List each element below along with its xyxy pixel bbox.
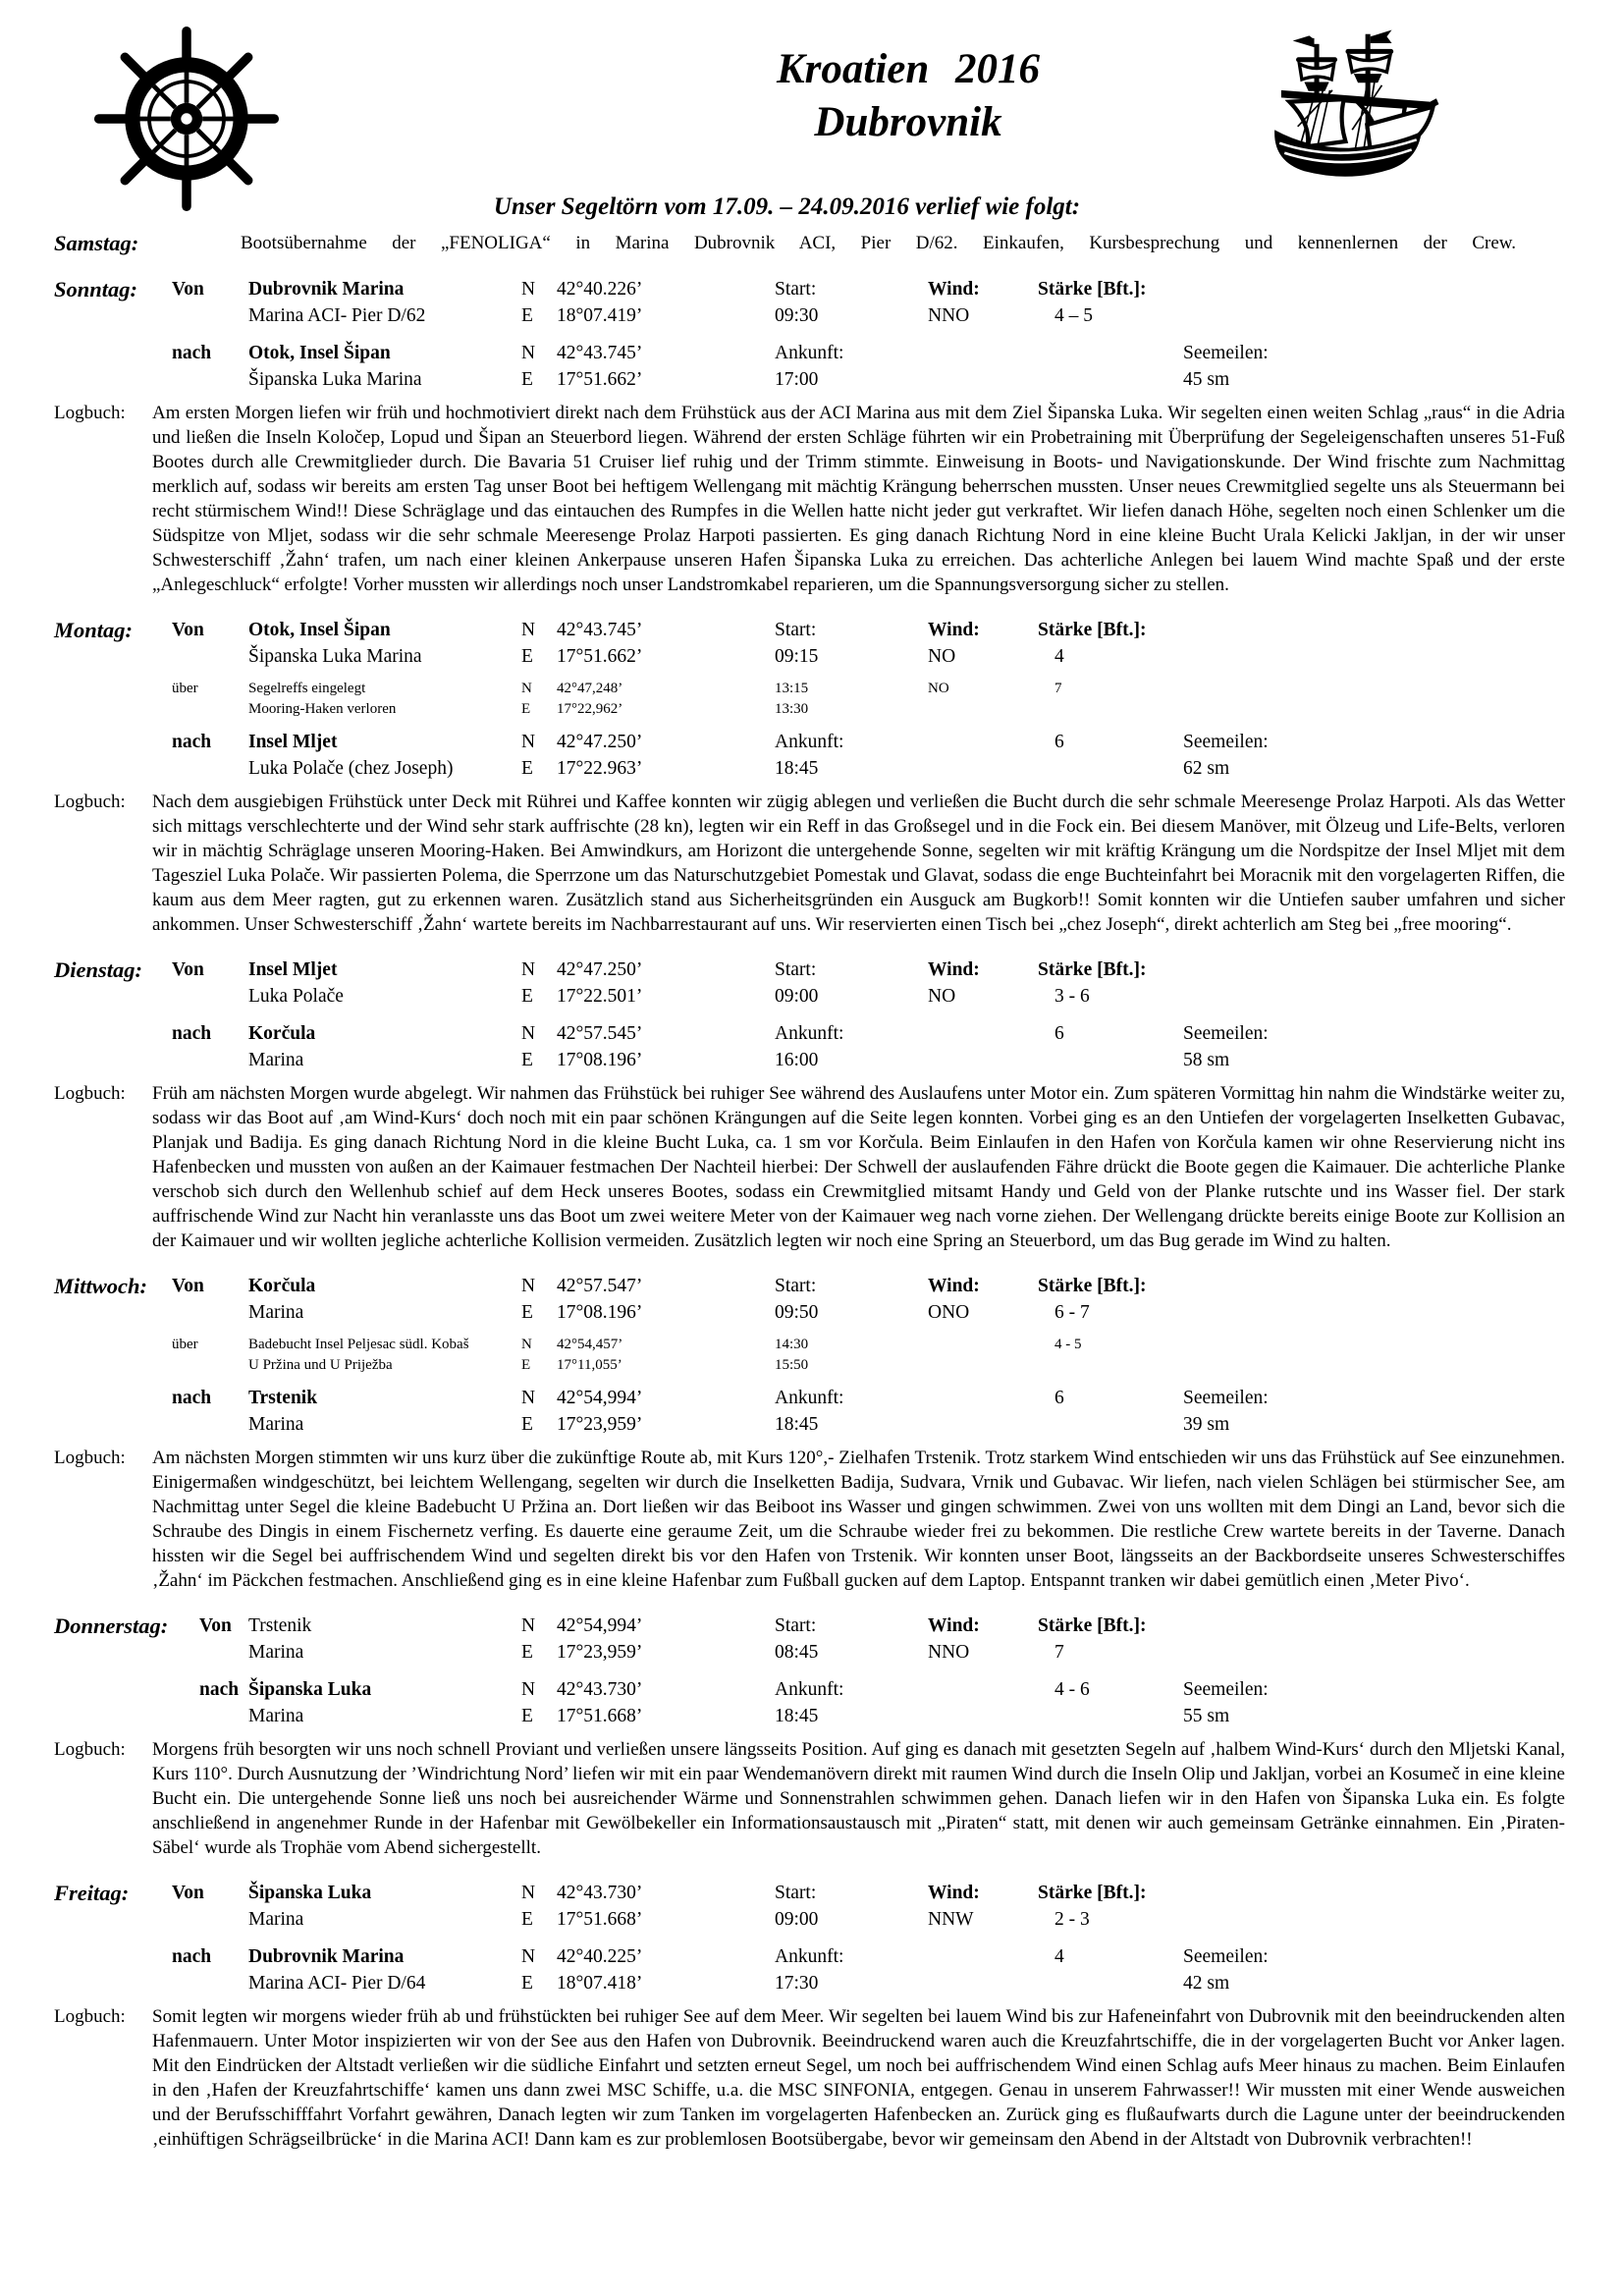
logbuch-label: Logbuch: bbox=[54, 403, 126, 423]
to-place: Trstenik bbox=[248, 1388, 318, 1408]
from-marina: Luka Polače bbox=[248, 986, 344, 1007]
wind-force: 3 - 6 bbox=[1054, 986, 1090, 1007]
to-longitude: 17°51.668’ bbox=[557, 1706, 643, 1726]
lon-prefix: E bbox=[521, 1909, 533, 1930]
route-to-row2 bbox=[54, 1047, 1565, 1073]
von-label: Von bbox=[172, 1883, 204, 1903]
lon-prefix: E bbox=[521, 1357, 531, 1373]
logbuch-label: Logbuch: bbox=[54, 792, 126, 812]
route-to-row2 bbox=[54, 1970, 1565, 1996]
distance-value: 58 sm bbox=[1183, 1050, 1230, 1070]
start-time: 08:45 bbox=[775, 1642, 819, 1663]
from-longitude: 17°08.196’ bbox=[557, 1302, 643, 1323]
route-from-row bbox=[54, 957, 1565, 983]
wind-label: Wind: bbox=[928, 959, 980, 980]
via-time: 13:30 bbox=[775, 701, 809, 717]
wind-label: Wind: bbox=[928, 1276, 980, 1296]
day-label: Samstag: bbox=[54, 231, 139, 255]
wind-direction bbox=[928, 1335, 1038, 1355]
to-longitude: 17°22.963’ bbox=[557, 758, 643, 779]
route-to-block bbox=[54, 1943, 1565, 1996]
from-marina: Marina bbox=[248, 1642, 304, 1663]
wind-force: 4 – 5 bbox=[1054, 305, 1093, 326]
lat-prefix: N bbox=[521, 681, 532, 696]
to-marina: Marina ACI- Pier D/64 bbox=[248, 1973, 426, 1994]
lat-prefix: N bbox=[521, 1679, 536, 1700]
seemeilen-label: Seemeilen: bbox=[1183, 1679, 1269, 1700]
ankunft-time: 18:45 bbox=[775, 1414, 819, 1435]
von-label: Von bbox=[172, 620, 204, 640]
day-section-freitag bbox=[54, 1880, 1565, 2152]
start-label: Start: bbox=[775, 1883, 817, 1903]
from-longitude: 17°23,959’ bbox=[557, 1642, 643, 1663]
day-intro-text: Bootsübernahme der „FENOLIGA“ in Marina Dubrovnik ACI, Pier D/62. Einkaufen, Kursbesprechung und kennenlernen der Crew. bbox=[241, 233, 1516, 253]
distance-value: 42 sm bbox=[1183, 1973, 1230, 1994]
lat-prefix: N bbox=[521, 1883, 536, 1903]
to-latitude: 42°47.250’ bbox=[557, 732, 643, 752]
distance-value: 39 sm bbox=[1183, 1414, 1230, 1435]
day-section-donnerstag bbox=[54, 1613, 1565, 1860]
start-time: 09:15 bbox=[775, 646, 819, 667]
wind-force: 2 - 3 bbox=[1054, 1909, 1090, 1930]
to-marina: Luka Polače (chez Joseph) bbox=[248, 758, 454, 779]
lat-prefix: N bbox=[521, 1615, 536, 1636]
logbuch-label: Logbuch: bbox=[54, 1739, 126, 1760]
to-latitude: 42°43.730’ bbox=[557, 1679, 643, 1700]
wind-force: 6 bbox=[1054, 732, 1064, 752]
ankunft-time: 17:30 bbox=[775, 1973, 819, 1994]
wind-force: 6 - 7 bbox=[1054, 1302, 1090, 1323]
wind-force: 6 bbox=[1054, 1388, 1064, 1408]
lon-prefix: E bbox=[521, 1414, 533, 1435]
staerke-label: Stärke [Bft.]: bbox=[1038, 279, 1147, 300]
from-latitude: 42°40.226’ bbox=[557, 279, 643, 300]
route-from-row2 bbox=[54, 983, 1565, 1010]
via-latitude: 42°47,248’ bbox=[557, 681, 623, 696]
ankunft-time: 18:45 bbox=[775, 1706, 819, 1726]
to-longitude: 17°08.196’ bbox=[557, 1050, 643, 1070]
to-place: Insel Mljet bbox=[248, 732, 338, 752]
to-latitude: 42°40.225’ bbox=[557, 1946, 643, 1967]
start-label: Start: bbox=[775, 620, 817, 640]
logbuch-entry bbox=[54, 1446, 1565, 1593]
to-marina: Šipanska Luka Marina bbox=[248, 369, 422, 390]
lon-prefix: E bbox=[521, 701, 531, 717]
route-to-row bbox=[54, 729, 1565, 755]
route-from-row2 bbox=[54, 1639, 1565, 1666]
from-marina: Marina ACI- Pier D/62 bbox=[248, 305, 426, 326]
wind-force: 4 - 6 bbox=[1054, 1679, 1090, 1700]
logbuch-entry bbox=[54, 1081, 1565, 1253]
distance-value: 55 sm bbox=[1183, 1706, 1230, 1726]
from-longitude: 17°51.668’ bbox=[557, 1909, 643, 1930]
to-longitude: 18°07.418’ bbox=[557, 1973, 643, 1994]
wind-direction: NO bbox=[928, 646, 956, 667]
route-from-row bbox=[54, 1613, 1565, 1639]
start-time: 09:00 bbox=[775, 1909, 819, 1930]
from-marina: Šipanska Luka Marina bbox=[248, 646, 422, 667]
from-latitude: 42°54,994’ bbox=[557, 1615, 643, 1636]
route-via-row bbox=[54, 679, 1565, 699]
logbuch-text: Am nächsten Morgen stimmten wir uns kurz über die zukünftige Route ab, mit Kurs 120°,- Zielhafen Trstenik. Trotz starkem Wind entschieden wir uns das Frühstück auf See einzunehmen. Einigermaßen windgeschützt, bei leichtem Wellengang, segelten wir durch die Inselketten Badija, Sudvara, Vrnik und Gubavac. Wir liefen, nach vielen Schlägen bei stürmischer See, am Nachmittag unter Segel die kleine Badebucht U Pržina an. Dort ließen wir das Beiboot ins Wasser und gingen schwimmen. Zwei von uns wollten mit dem Dingi an Land, bevor sich die Schraube des Dingis in einem Fischernetz verfing. Es dauerte eine geraume Zeit, um die Schraube wieder frei zu bekommen. Die restliche Crew wartete bereits in der Taverne. Danach hissten wir die Segel bei auffrischendem Wind und segelten direkt bis vor den Hafen von Trstenik. Wir konnten unser Boot, längsseits an der Backbordseite unseres Schwesterschiffes ‚Žahn‘ im Päckchen festmachen. Anschließend ging es in eine kleine Hafenbar zum Fußball gucken auf dem Laptop. Entspannt tranken wir dabei gemütlich einen ‚Meter Pivo‘. bbox=[152, 1448, 1565, 1591]
lat-prefix: N bbox=[521, 959, 536, 980]
route-from-row bbox=[54, 1273, 1565, 1299]
von-label: Von bbox=[172, 959, 204, 980]
logbuch-label: Logbuch: bbox=[54, 1448, 126, 1468]
wind-direction: NNO bbox=[928, 1642, 970, 1663]
from-latitude: 42°47.250’ bbox=[557, 959, 643, 980]
lon-prefix: E bbox=[521, 646, 533, 667]
day-label: Dienstag: bbox=[54, 957, 142, 982]
wind-force: 4 bbox=[1054, 646, 1064, 667]
logbuch-text: Morgens früh besorgten wir uns noch schnell Proviant und verließen unsere längsseits Position. Auf ging es danach mit gesetzten Segeln auf ‚halbem Wind-Kurs‘ durch den Mljetski Kanal, Kurs 110°. Durch Ausnutzung der ’Windrichtung Nord’ liefen wir mit ein paar Wendemanövern direkt mit raumen Wind durch die Inseln Olip und Jakljan, vorbei an Kosumeč in eine kleine Bucht ein. Die untergehende Sonne ließ uns noch bei ausreichender Wärme und Sonnenstrahlen schwimmen gehen. Danach liefen wir in den Hafen von Šipanska Luka ein. Es folgte anschließend in angenehmer Runde in der Hafenbar mit Gewölbekeller ein Informationsaustausch mit „Piraten“ statt, mit denen wir auch gemeinsam Getränke einnahmen. Ein ‚Piraten-Säbel‘ wurde als Trophäe vom Abend sichergestellt. bbox=[152, 1739, 1565, 1858]
route-from-row2 bbox=[54, 302, 1565, 329]
day-label: Mittwoch: bbox=[54, 1274, 148, 1298]
lat-prefix: N bbox=[521, 1023, 536, 1044]
seemeilen-label: Seemeilen: bbox=[1183, 343, 1269, 363]
lon-prefix: E bbox=[521, 1642, 533, 1663]
from-marina: Marina bbox=[248, 1909, 304, 1930]
day-label: Montag: bbox=[54, 618, 134, 642]
wind-label: Wind: bbox=[928, 620, 980, 640]
nach-label: nach bbox=[199, 1679, 240, 1700]
from-place: Šipanska Luka bbox=[248, 1883, 372, 1903]
nach-label: nach bbox=[172, 1946, 212, 1967]
lon-prefix: E bbox=[521, 758, 533, 779]
route-to-block bbox=[54, 1676, 1565, 1729]
lat-prefix: N bbox=[521, 620, 536, 640]
staerke-label: Stärke [Bft.]: bbox=[1038, 1615, 1147, 1636]
distance-value: 45 sm bbox=[1183, 369, 1230, 390]
lat-prefix: N bbox=[521, 1388, 536, 1408]
route-via-row2 bbox=[54, 1355, 1565, 1376]
logbuch-entry bbox=[54, 2004, 1565, 2152]
staerke-label: Stärke [Bft.]: bbox=[1038, 1276, 1147, 1296]
ankunft-label: Ankunft: bbox=[775, 343, 844, 363]
to-marina: Marina bbox=[248, 1706, 304, 1726]
ueber-label: über bbox=[172, 681, 198, 696]
from-longitude: 17°22.501’ bbox=[557, 986, 643, 1007]
lon-prefix: E bbox=[521, 986, 533, 1007]
logbuch-entry bbox=[54, 1737, 1565, 1860]
lat-prefix: N bbox=[521, 1946, 536, 1967]
staerke-label: Stärke [Bft.]: bbox=[1038, 1883, 1147, 1903]
day-label: Freitag: bbox=[54, 1881, 130, 1905]
route-via-row2 bbox=[54, 699, 1565, 720]
staerke-label: Stärke [Bft.]: bbox=[1038, 959, 1147, 980]
route-to-row2 bbox=[54, 755, 1565, 782]
logbuch-text: Somit legten wir morgens wieder früh ab und frühstückten bei ruhiger See auf dem Meer. Wir segelten bei lauem Wind bis zur Hafeneinfahrt von Dubrovnik mit den beeindruckenden alten Hafenmauern. Unter Motor inspizierten wir von der See aus den Hafen von Dubrovnik. Beeindruckend waren auch die Kreuzfahrtschiffe, die in der vorgelagerten Bucht vor Anker lagen. Mit den Eindrücken der Altstadt verließen wir die südliche Einfahrt und setzten erneut Segel, um noch bei auffrischendem Wind einen Schlag aufs Meer hinaus zu machen. Beim Einlaufen in den ‚Hafen der Kreuzfahrtschiffe‘ kamen uns dann zwei MSC Schiffe, u.a. die MSC SINFONIA, entgegen. Genau in unserem Fahrwasser!! Wir mussten mit einer Wende ausweichen und der Berufsschifffahrt Vorfahrt gewähren, Danach legten wir zum Tanken im vorgelagerten Hafenbecken an. Zurück ging es flußaufwarts durch die Lagune unter der beeindruckenden ‚einhüftigen Schrägseilbrücke‘ in die Marina ACI! Dann kam es zur problemlosen Bootsübergabe, bevor wir gemeinsam den Abend in der Altstadt von Dubrovnik verbrachten!! bbox=[152, 2006, 1565, 2150]
to-latitude: 42°57.545’ bbox=[557, 1023, 643, 1044]
route-to-row bbox=[54, 1020, 1565, 1047]
nach-label: nach bbox=[172, 343, 212, 363]
route-to-row bbox=[54, 340, 1565, 366]
from-latitude: 42°43.745’ bbox=[557, 620, 643, 640]
to-place: Šipanska Luka bbox=[248, 1679, 372, 1700]
to-latitude: 42°43.745’ bbox=[557, 343, 643, 363]
route-to-block bbox=[54, 1020, 1565, 1073]
lon-prefix: E bbox=[521, 1973, 533, 1994]
via-time: 15:50 bbox=[775, 1357, 809, 1373]
ankunft-label: Ankunft: bbox=[775, 1946, 844, 1967]
day-section-montag bbox=[54, 617, 1565, 937]
route-to-row2 bbox=[54, 366, 1565, 393]
lat-prefix: N bbox=[521, 1276, 536, 1296]
start-label: Start: bbox=[775, 1276, 817, 1296]
route-from-row2 bbox=[54, 1906, 1565, 1933]
to-marina: Marina bbox=[248, 1050, 304, 1070]
day-label: Sonntag: bbox=[54, 277, 138, 301]
route-from-row bbox=[54, 617, 1565, 643]
wind-force: 7 bbox=[1054, 681, 1062, 696]
to-place: Otok, Insel Šipan bbox=[248, 343, 391, 363]
ankunft-time: 16:00 bbox=[775, 1050, 819, 1070]
ship-wheel-icon bbox=[93, 26, 280, 217]
ankunft-label: Ankunft: bbox=[775, 1679, 844, 1700]
logbuch-label: Logbuch: bbox=[54, 1083, 126, 1104]
lon-prefix: E bbox=[521, 1302, 533, 1323]
route-from-row2 bbox=[54, 643, 1565, 670]
logbuch-label: Logbuch: bbox=[54, 2006, 126, 2027]
from-longitude: 17°51.662’ bbox=[557, 646, 643, 667]
wind-direction: ONO bbox=[928, 1302, 970, 1323]
from-latitude: 42°43.730’ bbox=[557, 1883, 643, 1903]
wind-force: 4 bbox=[1054, 1946, 1064, 1967]
ankunft-time: 18:45 bbox=[775, 758, 819, 779]
lon-prefix: E bbox=[521, 1050, 533, 1070]
wind-direction: NO bbox=[928, 681, 949, 696]
from-latitude: 42°57.547’ bbox=[557, 1276, 643, 1296]
route-to-row2 bbox=[54, 1411, 1565, 1438]
from-place: Otok, Insel Šipan bbox=[248, 620, 391, 640]
route-to-row2 bbox=[54, 1703, 1565, 1729]
via-note: Mooring-Haken verloren bbox=[248, 701, 397, 717]
via-latitude: 42°54,457’ bbox=[557, 1337, 623, 1352]
sailing-ship-icon bbox=[1260, 27, 1441, 188]
seemeilen-label: Seemeilen: bbox=[1183, 1388, 1269, 1408]
to-place: Dubrovnik Marina bbox=[248, 1946, 405, 1967]
from-marina: Marina bbox=[248, 1302, 304, 1323]
distance-value: 62 sm bbox=[1183, 758, 1230, 779]
logbuch-entry bbox=[54, 401, 1565, 597]
start-label: Start: bbox=[775, 959, 817, 980]
von-label: Von bbox=[172, 279, 204, 300]
nach-label: nach bbox=[172, 732, 212, 752]
von-label: Von bbox=[199, 1615, 232, 1636]
route-from-row bbox=[54, 276, 1565, 302]
via-longitude: 17°11,055’ bbox=[557, 1357, 622, 1373]
via-longitude: 17°22,962’ bbox=[557, 701, 623, 717]
start-time: 09:30 bbox=[775, 305, 819, 326]
from-place: Korčula bbox=[248, 1276, 316, 1296]
day-section-dienstag bbox=[54, 957, 1565, 1253]
start-label: Start: bbox=[775, 279, 817, 300]
ankunft-label: Ankunft: bbox=[775, 1388, 844, 1408]
page-title: Kroatien 2016 bbox=[776, 46, 1041, 92]
ankunft-label: Ankunft: bbox=[775, 1023, 844, 1044]
nach-label: nach bbox=[172, 1023, 212, 1044]
start-label: Start: bbox=[775, 1615, 817, 1636]
wind-force: 4 - 5 bbox=[1054, 1337, 1082, 1352]
seemeilen-label: Seemeilen: bbox=[1183, 1023, 1269, 1044]
day-section-mittwoch bbox=[54, 1273, 1565, 1593]
from-place: Trstenik bbox=[248, 1615, 312, 1636]
to-marina: Marina bbox=[248, 1414, 304, 1435]
day-label: Donnerstag: bbox=[54, 1613, 169, 1638]
logbuch-text: Früh am nächsten Morgen wurde abgelegt. Wir nahmen das Frühstück bei ruhiger See während des Auslaufens unter Motor ein. Zum späteren Vormittag hin nahm die Windstärke weiter zu, sodass wir das Boot auf ‚am Wind-Kurs‘ doch noch mit ein paar schönen Krängungen auf die Seite legen konnten. Vorbei ging es an den Untiefen der vorgelagerten Inselketten Gubavac, Planjak und Badija. Es ging danach Richtung Nord in die kleine Bucht Luka, ca. 1 sm vor Korčula. Beim Einlaufen in den Hafen von Korčula kamen wir ohne Reservierung nicht ins Hafenbecken und mussten von außen an der Kaimauer festmachen Der Nachteil hierbei: Der Schwell der auslaufenden Fähre drückt die Boote gegen die Kaimauer. Die achterliche Planke verschob sich durch den Wellenhub schief auf dem Heck unseres Bootes, sodass ein Crewmitglied mitsamt Handy und Geld von der Planke rutschte und ins Wasser fiel. Der stark auffrischende Wind zur Nacht hin veranlasste uns das Boot um zwei weitere Meter von der Kaimauer weg nach vorne ziehen. Der Wellengang drückte bereits einige Boote zur Kollision an der Kaimauer und wir wollten jegliche achterliche Kollision vermeiden. Zusätzlich legten wir noch eine Spring an Steuerbord, um das Bug gerade im Wind zu halten. bbox=[152, 1083, 1565, 1251]
lat-prefix: N bbox=[521, 279, 536, 300]
lon-prefix: E bbox=[521, 305, 533, 326]
von-label: Von bbox=[172, 1276, 204, 1296]
wind-force: 7 bbox=[1054, 1642, 1064, 1663]
route-from-row bbox=[54, 1880, 1565, 1906]
lat-prefix: N bbox=[521, 1337, 532, 1352]
route-to-row bbox=[54, 1676, 1565, 1703]
route-to-row bbox=[54, 1385, 1565, 1411]
route-to-row bbox=[54, 1943, 1565, 1970]
route-via-block bbox=[54, 1335, 1565, 1376]
from-place: Dubrovnik Marina bbox=[248, 279, 405, 300]
wind-force: 6 bbox=[1054, 1023, 1064, 1044]
via-note: Segelreffs eingelegt bbox=[248, 681, 366, 696]
logbuch-entry bbox=[54, 790, 1565, 937]
seemeilen-label: Seemeilen: bbox=[1183, 732, 1269, 752]
ankunft-label: Ankunft: bbox=[775, 732, 844, 752]
wind-label: Wind: bbox=[928, 279, 980, 300]
day-section-sonntag bbox=[54, 276, 1565, 597]
via-time: 14:30 bbox=[775, 1337, 809, 1352]
lat-prefix: N bbox=[521, 732, 536, 752]
logbuch-text: Nach dem ausgiebigen Frühstück unter Deck mit Rührei und Kaffee konnten wir zügig ablegen und verließen die Bucht durch die sehr schmale Meeresenge Prolaz Harpoti. Als das Wetter sich mittags verschlechterte und der Wind sehr stark auffrischte (28 kn), legten wir ein Reff in das Großsegel und in die Fock ein. Bei diesem Manöver, mit Ölzeug und Life-Belts, verloren wir in mächtig Schräglage unseren Mooring-Haken. Bei Amwindkurs, am Horizont die untergehende Sonne, segelten wir mit kräftig Krängung um die Nordspitze der Insel Mljet mit dem Tagesziel Luka Polače. Wir passierten Polema, die Sperrzone um das Naturschutzgebiet Pomestak und Glavat, sodass die enge Buchteinfahrt bei Moracnik mit den vorgelagerten Riffen, die kaum aus dem Meer ragten, gut zu erkennen waren. Zusätzlich stand aus Sicherheitsgründen ein Ausguck am Bugkorb!! Somit konnten wir die Untiefen sauber umfahren und sicher ankommen. Unser Schwesterschiff ‚Žahn‘ wartete bereits im Nachbarrestaurant auf uns. Wir reservierten einen Tisch bei „chez Joseph“, direkt achterlich am Steg bei „free mooring“. bbox=[152, 792, 1565, 935]
from-place: Insel Mljet bbox=[248, 959, 338, 980]
seemeilen-label: Seemeilen: bbox=[1183, 1946, 1269, 1967]
wind-label: Wind: bbox=[928, 1883, 980, 1903]
ankunft-time: 17:00 bbox=[775, 369, 819, 390]
lon-prefix: E bbox=[521, 369, 533, 390]
page-title-city: Dubrovnik bbox=[814, 99, 1002, 145]
wind-force bbox=[1038, 340, 1183, 366]
day-section-samstag bbox=[54, 231, 1565, 256]
staerke-label: Stärke [Bft.]: bbox=[1038, 620, 1147, 640]
to-place: Korčula bbox=[248, 1023, 316, 1044]
route-via-row bbox=[54, 1335, 1565, 1355]
to-latitude: 42°54,994’ bbox=[557, 1388, 643, 1408]
route-to-block bbox=[54, 340, 1565, 393]
via-time: 13:15 bbox=[775, 681, 809, 696]
trip-subtitle: Unser Segeltörn vom 17.09. – 24.09.2016 verlief wie folgt: bbox=[493, 193, 1081, 220]
logbuch-text: Am ersten Morgen liefen wir früh und hochmotiviert direkt nach dem Frühstück aus der ACI Marina aus mit dem Ziel Šipanska Luka. Wir segelten einen weiten Schlag „raus“ in die Adria und ließen die Inseln Koločep, Lopud und Šipan an Steuerbord liegen. Während der ersten Schläge führten wir ein Probetraining mit Überprüfung der Segeleigenschaften unseres 51-Fuß Bootes durch alle Crewmitglieder durch. Die Bavaria 51 Cruiser lief ruhig und der Trimm stimmte. Einweisung in Boots- und Navigationskunde. Der Wind frischte zum Nachmittag merklich auf, sodass wir bereits am ersten Tag unser Boot bei heftigem Wellengang mit mächtig Krängung beherrschen mussten. Unser neues Crewmitglied segelte uns als Steuermann bei recht stürmischem Wind!! Diese Schräglage und das eintauchen des Rumpfes in die Wellen hatte nicht jeder gut verkraftet. Wir liefen danach Höhe, segelten noch einen Schlenker um die Südspitze von Mljet, sodass wir die sehr schmale Meeresenge Prolaz Harpoti passierten. Es ging danach Richtung Nord in eine kleine Bucht Urala Kelicki Jakljan, in der wir unser Schwesterschiff ‚Žahn‘ trafen, um nach einer kleinen Ankerpause unseren Hafen Šipanska Luka zu erreichen. Das achterliche Anlegen bei lauem Wind machte Spaß und der erste „Anlegeschluck“ erfolgte! Vorher mussten wir allerdings noch unser Landstromkabel reparieren, um die Spannungsversorgung sicher zu stellen. bbox=[152, 403, 1565, 595]
start-time: 09:50 bbox=[775, 1302, 819, 1323]
start-time: 09:00 bbox=[775, 986, 819, 1007]
lat-prefix: N bbox=[521, 343, 536, 363]
lon-prefix: E bbox=[521, 1706, 533, 1726]
route-from-row2 bbox=[54, 1299, 1565, 1326]
to-longitude: 17°51.662’ bbox=[557, 369, 643, 390]
wind-direction: NNO bbox=[928, 305, 970, 326]
wind-direction: NNW bbox=[928, 1909, 974, 1930]
to-longitude: 17°23,959’ bbox=[557, 1414, 643, 1435]
ueber-label: über bbox=[172, 1337, 198, 1352]
wind-label: Wind: bbox=[928, 1615, 980, 1636]
via-note: U Pržina und U Priježba bbox=[248, 1357, 393, 1373]
via-note: Badebucht Insel Peljesac südl. Kobaš bbox=[248, 1337, 469, 1352]
from-longitude: 18°07.419’ bbox=[557, 305, 643, 326]
page-header bbox=[54, 26, 1565, 192]
route-via-block bbox=[54, 679, 1565, 720]
nach-label: nach bbox=[172, 1388, 212, 1408]
wind-direction: NO bbox=[928, 986, 956, 1007]
